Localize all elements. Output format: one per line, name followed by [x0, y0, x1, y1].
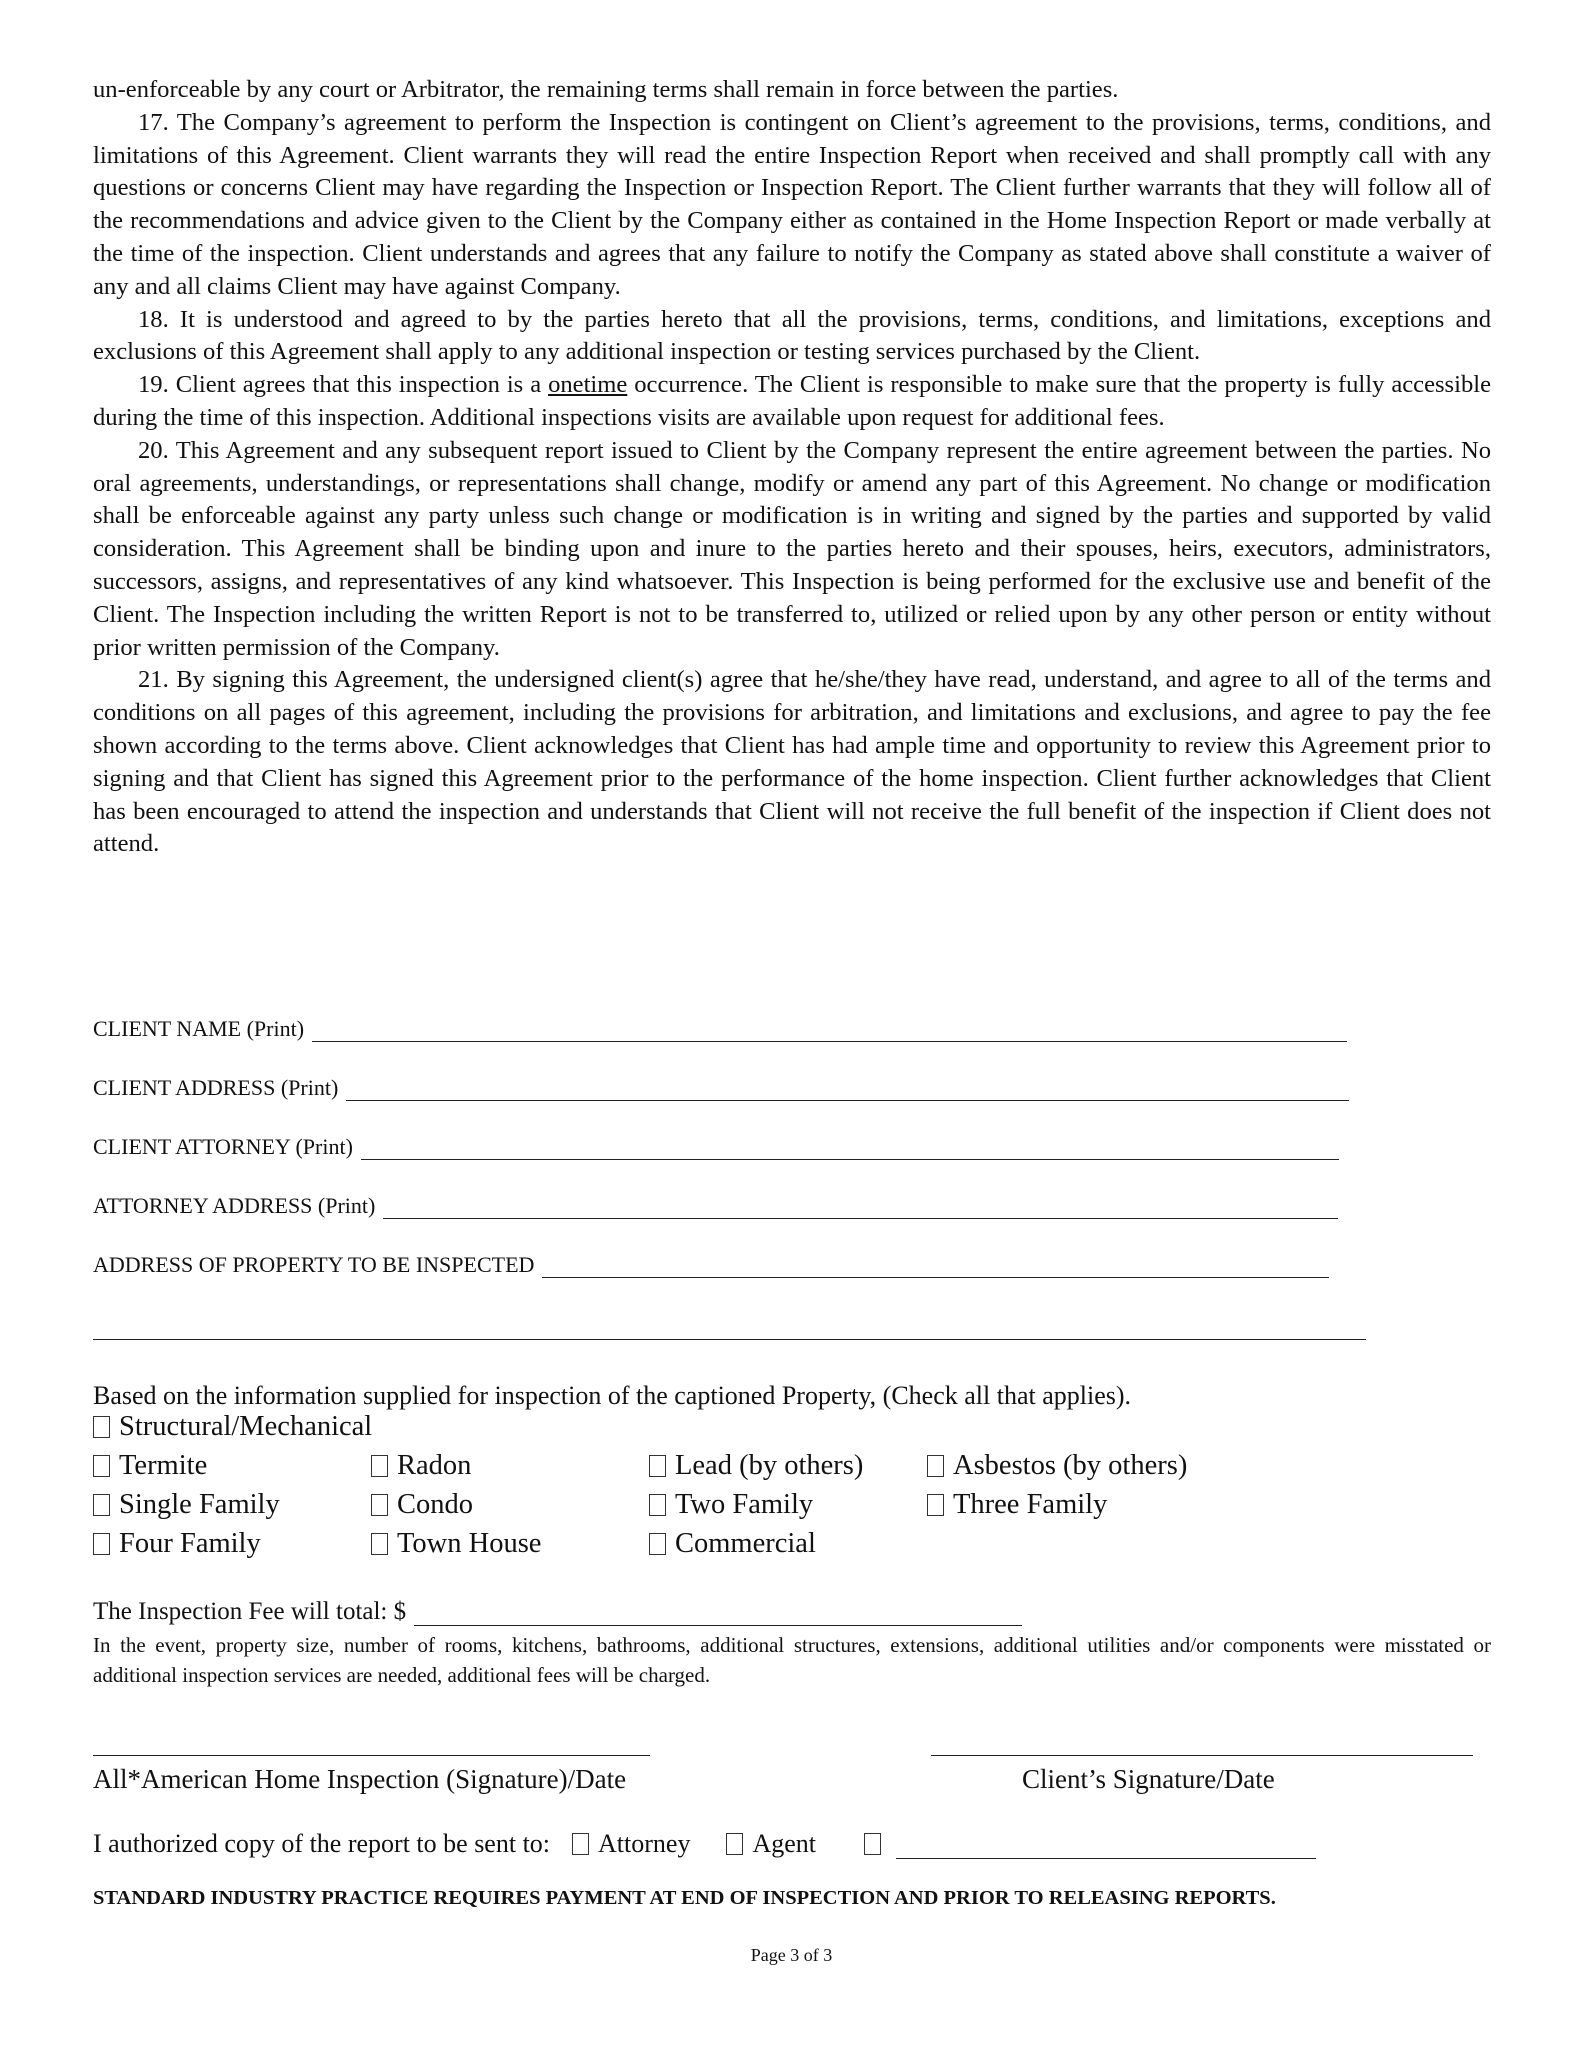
option-termite[interactable] [93, 1450, 207, 1482]
option-commercial[interactable] [649, 1528, 816, 1560]
client-address-field [93, 1075, 1349, 1101]
attorney-address-input-line[interactable] [383, 1196, 1338, 1219]
option-structural-mechanical[interactable] [93, 1411, 372, 1443]
option-label: Lead (by others) [675, 1450, 864, 1481]
inspector-signature-line[interactable] [93, 1755, 650, 1756]
client-name-label: CLIENT NAME (Print) [93, 1016, 305, 1041]
onetime-underlined: onetime [548, 371, 628, 399]
attorney-address-field [93, 1193, 1338, 1219]
option-single-family[interactable] [93, 1489, 280, 1521]
checkbox[interactable] [93, 1533, 110, 1555]
client-signature-label: Client’s Signature/Date [1022, 1764, 1275, 1794]
option-attorney[interactable] [572, 1829, 690, 1859]
option-label: Town House [397, 1528, 542, 1559]
paragraph-20: 20. This Agreement and any subsequent report issued to Client by the Company represent the entire agreement between the parties. No oral agreements, understandings, or representations shall change, modify or amend any part of this Agreement. No change or modification shall be enforceable against any party unless such change or modification is in writing and signed by the parties and supported by valid consideration. This Agreement shall be binding upon and inure to the parties hereto and their spouses, heirs, executors, administrators, successors, assigns, and representatives of any kind whatsoever. This Inspection is being performed for the exclusive use and benefit of the Client. The Inspection including the written Report is not to be transferred to, utilized or relied upon by any other person or entity without prior written permission of the Company. [93, 436, 1491, 661]
option-label: Four Family [119, 1528, 261, 1559]
client-attorney-label: CLIENT ATTORNEY (Print) [93, 1134, 353, 1159]
option-two-family[interactable] [649, 1489, 813, 1521]
option-label: Termite [119, 1450, 208, 1481]
checkbox[interactable] [649, 1533, 666, 1555]
client-address-input-line[interactable] [346, 1078, 1349, 1101]
paragraph-19-end: occurrence. The Client is responsible to make sure that the property is fully accessible during the time of this inspection. Additional inspections visits are available upon request for additional fees. [93, 371, 1492, 431]
option-condo[interactable] [371, 1489, 473, 1521]
property-address-input-line[interactable] [542, 1255, 1329, 1278]
paragraph-21: 21. By signing this Agreement, the undersigned client(s) agree that he/she/they have read, understand, and agree to all of the terms and conditions on all pages of this agreement, including the provisions for arbitration, and limitations and exclusions, and agree to pay the fee shown according to the terms above. Client acknowledges that Client has had ample time and opportunity to review this Agreement prior to signing and that Client has signed this Agreement prior to the performance of the home inspection. Client further acknowledges that Client has been encouraged to attend the inspection and understands that Client will not receive the full benefit of the inspection if Client does not attend. [93, 666, 1491, 858]
checkbox[interactable] [649, 1494, 666, 1516]
option-label: Asbestos (by others) [953, 1450, 1188, 1481]
inspection-fee-field [93, 1598, 1022, 1626]
checklist-intro: Based on the information supplied for inspection of the captioned Property, (Check all that applies). [93, 1381, 1132, 1410]
property-address-label: ADDRESS OF PROPERTY TO BE INSPECTED [93, 1252, 535, 1277]
checkbox[interactable] [572, 1833, 589, 1855]
client-attorney-input-line[interactable] [361, 1137, 1339, 1160]
option-town-house[interactable] [371, 1528, 541, 1560]
client-signature-line[interactable] [931, 1755, 1473, 1756]
option-label: Radon [397, 1450, 472, 1481]
authorization-label: I authorized copy of the report to be sent to: [93, 1829, 551, 1858]
checkbox[interactable] [864, 1833, 881, 1855]
client-name-input-line[interactable] [312, 1019, 1347, 1042]
option-label: Two Family [675, 1489, 814, 1520]
inspection-fee-input-line[interactable] [414, 1601, 1022, 1626]
option-label: Agent [752, 1829, 816, 1858]
option-lead[interactable] [649, 1450, 863, 1482]
checkbox[interactable] [371, 1494, 388, 1516]
checkbox[interactable] [371, 1533, 388, 1555]
paragraph-19-start: 19. Client agrees that this inspection is a [138, 371, 549, 399]
page-number: Page 3 of 3 [750, 1945, 833, 1965]
paragraph-17: 17. The Company’s agreement to perform the Inspection is contingent on Client’s agreement to the provisions, terms, conditions, and limitations of this Agreement. Client warrants they will read the entire Inspection Report when received and shall promptly call with any questions or concerns Client may have regarding the Inspection or Inspection Report. The Client further warrants that they will follow all of the recommendations and advice given to the Client by the Company either as contained in the Home Inspection Report or made verbally at the time of the inspection. Client understands and agrees that any failure to notify the Company as stated above shall constitute a waiver of any and all claims Client may have against Company. [93, 108, 1491, 300]
agreement-body [93, 74, 1491, 861]
paragraph-continuation: un-enforceable by any court or Arbitrator, the remaining terms shall remain in force between the parties. [93, 76, 1119, 103]
property-address-field [93, 1252, 1329, 1278]
checkbox[interactable] [93, 1416, 110, 1438]
option-label: Condo [397, 1489, 474, 1520]
option-four-family[interactable] [93, 1528, 261, 1560]
paragraph-19 [93, 369, 1491, 435]
option-three-family[interactable] [927, 1489, 1107, 1521]
inspector-signature-label: All*American Home Inspection (Signature)/Date [93, 1764, 627, 1794]
payment-notice: STANDARD INDUSTRY PRACTICE REQUIRES PAYMENT AT END OF INSPECTION AND PRIOR TO RELEASING REPORTS. [93, 1887, 1276, 1909]
client-address-label: CLIENT ADDRESS (Print) [93, 1075, 339, 1100]
fee-note: In the event, property size, number of rooms, kitchens, bathrooms, additional structures, extensions, additional utilities and/or components were misstated or additional inspection services are needed, additional fees will be charged. [93, 1633, 1491, 1687]
option-label: Commercial [675, 1528, 816, 1559]
checkbox[interactable] [726, 1833, 743, 1855]
inspection-fee-label: The Inspection Fee will total: $ [93, 1598, 407, 1625]
client-name-field [93, 1016, 1347, 1042]
option-label: Structural/Mechanical [119, 1411, 373, 1442]
client-attorney-field [93, 1134, 1339, 1160]
other-recipient-input-line[interactable] [896, 1834, 1316, 1859]
checkbox[interactable] [93, 1494, 110, 1516]
checkbox[interactable] [371, 1455, 388, 1477]
option-label: Three Family [953, 1489, 1108, 1520]
option-asbestos[interactable] [927, 1450, 1187, 1482]
checkbox[interactable] [649, 1455, 666, 1477]
option-agent[interactable] [726, 1829, 816, 1859]
checkbox[interactable] [927, 1494, 944, 1516]
option-label: Attorney [598, 1829, 691, 1858]
property-address-second-line[interactable] [93, 1339, 1366, 1340]
checkbox[interactable] [927, 1455, 944, 1477]
attorney-address-label: ATTORNEY ADDRESS (Print) [93, 1193, 376, 1218]
option-label: Single Family [119, 1489, 280, 1520]
checkbox[interactable] [93, 1455, 110, 1477]
option-radon[interactable] [371, 1450, 471, 1482]
paragraph-18: 18. It is understood and agreed to by the parties hereto that all the provisions, terms, conditions, and limitations, exceptions and exclusions of this Agreement shall apply to any additional inspection or testing services purchased by the Client. [93, 305, 1491, 366]
report-authorization [93, 1829, 1316, 1859]
option-other[interactable] [864, 1829, 890, 1859]
